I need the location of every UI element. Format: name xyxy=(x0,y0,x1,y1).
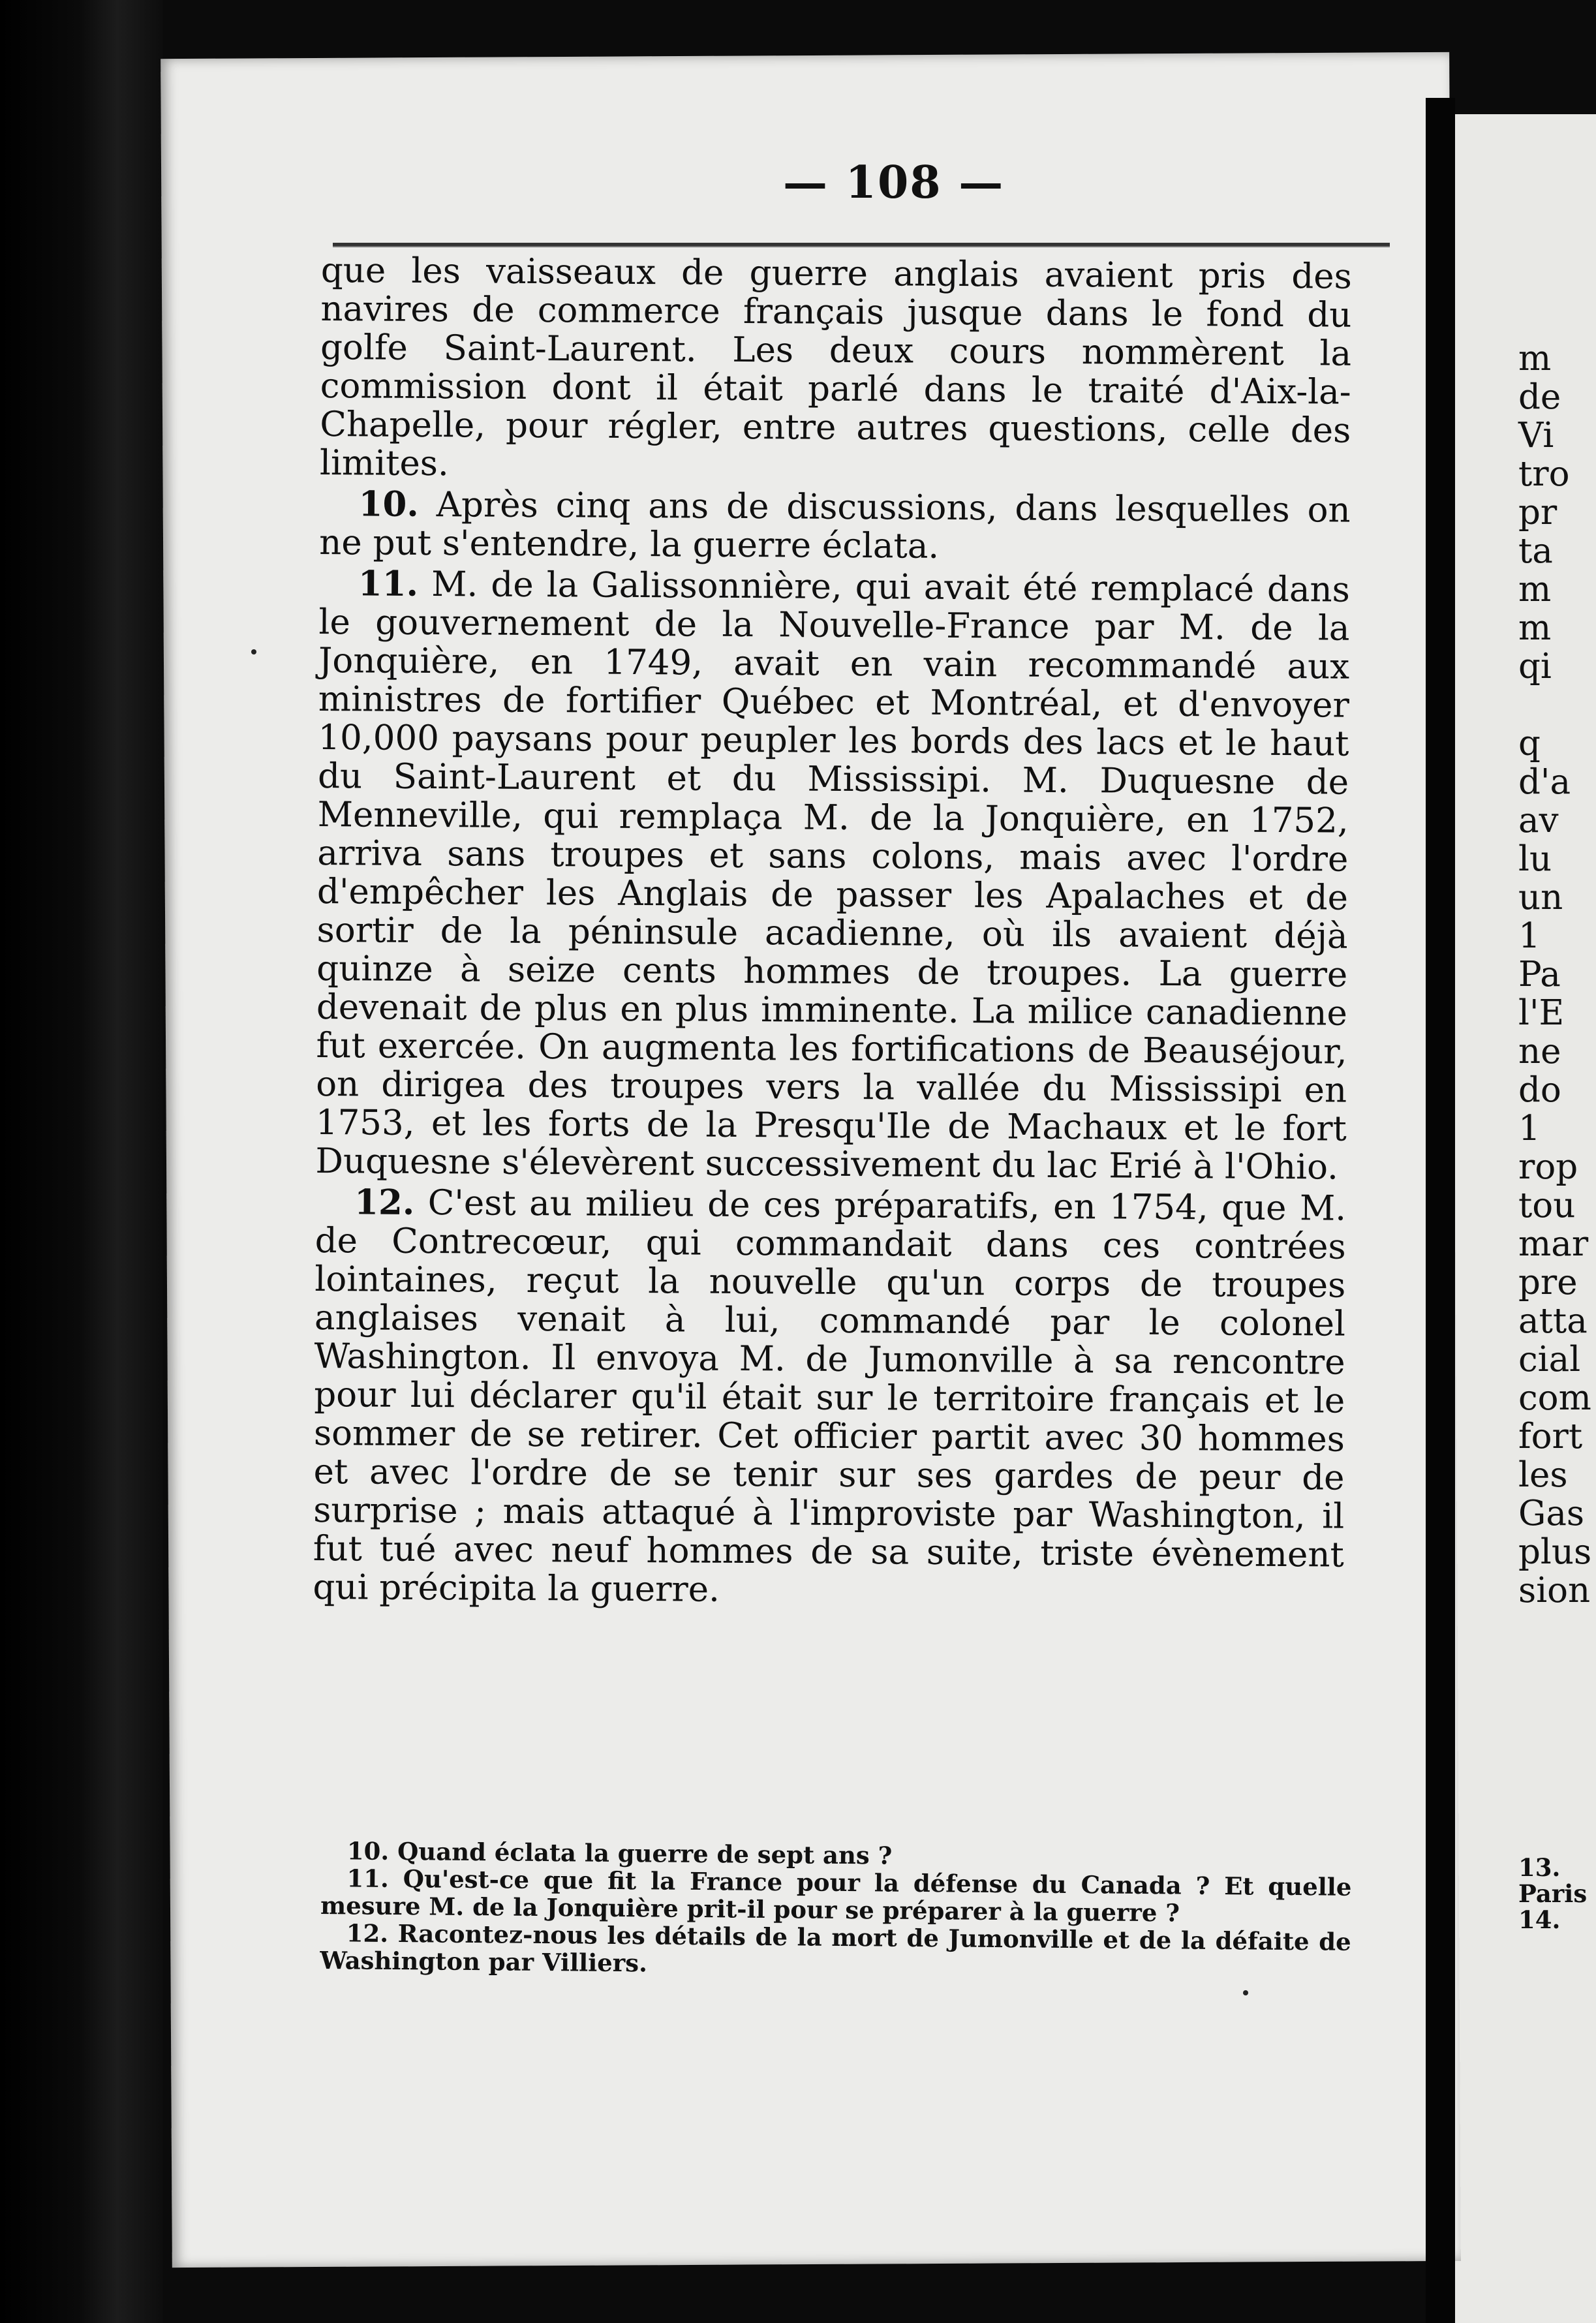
body-text xyxy=(313,251,1352,1613)
adjacent-page-text xyxy=(1518,339,1596,1610)
text-fragment xyxy=(1518,686,1596,724)
question xyxy=(320,1864,1352,1928)
page-number: — 108 — xyxy=(783,157,1005,209)
paragraph xyxy=(313,1183,1346,1613)
text-fragment: un xyxy=(1518,878,1563,917)
text-fragment: mar xyxy=(1518,1224,1589,1264)
paragraph-text: que les vaisseaux de guerre anglais avaient pris des navires de commerce français jusque dans le fond du golfe Saint-Laurent. Les deux cours nommèrent la commission dont il était parlé dans le traité d'Aix-la-Chapelle, pour régler, entre autres questions, celle des limites. xyxy=(319,251,1352,484)
text-fragment: q xyxy=(1518,724,1541,763)
text-fragment: rop xyxy=(1518,1147,1578,1187)
paragraph-text: Après cinq ans de discussions, dans lesquelles on ne put s'entendre, la guerre éclata. xyxy=(319,485,1351,566)
header-rule xyxy=(333,243,1390,247)
text-fragment: m xyxy=(1518,608,1552,648)
text-fragment: qi xyxy=(1518,647,1552,686)
question-text: Quand éclata la guerre de sept ans ? xyxy=(397,1837,893,1870)
text-fragment: pre xyxy=(1518,1263,1578,1302)
ink-speck xyxy=(1243,1990,1248,1995)
text-fragment: do xyxy=(1518,1070,1561,1110)
text-fragment: Paris xyxy=(1518,1879,1588,1908)
text-fragment: les xyxy=(1518,1455,1568,1495)
review-questions xyxy=(320,1837,1352,1983)
question-text: Racontez-nous les détails de la mort de Jumonville et de la défaite de Washington par Villiers. xyxy=(320,1919,1351,1978)
text-fragment: de xyxy=(1518,377,1561,417)
text-fragment: l'E xyxy=(1518,993,1565,1033)
paragraph xyxy=(319,485,1351,568)
text-fragment: Gas xyxy=(1518,1494,1585,1533)
text-fragment: fort xyxy=(1518,1417,1583,1456)
text-fragment: cial xyxy=(1518,1340,1581,1379)
text-fragment: d'a xyxy=(1518,762,1571,802)
text-fragment: atta xyxy=(1518,1301,1588,1341)
question-text: Qu'est-ce que fit la France pour la défense du Canada ? Et quelle mesure M. de la Jonquière prit-il pour se préparer à la guerre ? xyxy=(320,1864,1352,1928)
ink-speck xyxy=(251,649,256,654)
text-fragment: Vi xyxy=(1518,416,1554,455)
paragraph-number: 11. xyxy=(358,563,419,604)
text-fragment: 1 xyxy=(1518,1109,1541,1148)
paragraph-text: C'est au milieu de ces préparatifs, en 1754, que M. de Contrecœur, qui commandait dans ces contrées lointaines, reçut la nouvelle qu'un corps de troupes anglaises venait à lui, commandé par le colonel Washington. Il envoya M. de Jumonville à sa rencontre pour lui déclarer qu'il était sur le territoire français et le sommer de se retirer. Cet officier partit avec 30 hommes et avec l'ordre de se tenir sur ses gardes de peur de surprise ; mais attaqué à l'improviste par Washington, il fut tué avec neuf hommes de sa suite, triste évènement qui précipita la guerre. xyxy=(313,1183,1347,1610)
paragraph xyxy=(315,564,1350,1187)
text-fragment: tou xyxy=(1518,1186,1576,1225)
text-fragment: lu xyxy=(1518,839,1552,879)
text-fragment: pr xyxy=(1518,493,1558,532)
question xyxy=(320,1919,1351,1983)
question-number: 10. xyxy=(346,1836,390,1866)
text-fragment: m xyxy=(1518,570,1552,609)
paragraph-number: 12. xyxy=(354,1182,415,1223)
text-fragment: tro xyxy=(1518,454,1570,494)
text-fragment: 14. xyxy=(1518,1905,1561,1934)
question-number: 11. xyxy=(346,1864,390,1893)
paragraph-number: 10. xyxy=(358,484,420,525)
book-binding xyxy=(0,0,163,2323)
text-fragment: 1 xyxy=(1518,916,1541,956)
text-fragment: ta xyxy=(1518,531,1553,571)
question-number: 12. xyxy=(346,1918,389,1948)
text-fragment: ne xyxy=(1518,1032,1561,1071)
text-fragment: 13. xyxy=(1518,1853,1561,1882)
text-fragment: sion xyxy=(1518,1571,1591,1610)
text-fragment: Pa xyxy=(1518,955,1561,994)
text-fragment: plus xyxy=(1518,1532,1592,1572)
paragraph xyxy=(320,251,1352,489)
text-fragment: m xyxy=(1518,339,1552,378)
text-fragment: com xyxy=(1518,1378,1591,1418)
text-fragment: av xyxy=(1518,801,1559,840)
page-gutter xyxy=(1426,98,1455,2323)
paragraph-text: M. de la Galissonnière, qui avait été remplacé dans le gouvernement de la Nouvelle-France par M. de la Jonquière, en 1749, avait en vain recommandé aux ministres de fortifier Québec et Montréal, et d'envoyer 10,000 paysans pour peupler les bords des lacs et le haut du Saint-Laurent et du Mississipi. M. Duquesne de Menneville, qui remplaça M. de la Jonquière, en 1752, arriva sans troupes et sans colons, mais avec l'ordre d'empêcher les Anglais de passer les Apalaches et de sortir de la péninsule acadienne, où ils avaient déjà quinze à seize cents hommes de troupes. La guerre devenait de plus en plus imminente. La milice canadienne fut exercée. On augmenta les fortifications de Beauséjour, on dirigea des troupes vers la vallée du Mississipi en 1753, et les forts de la Presqu'Ile de Machaux et le fort Duquesne s'élevèrent successivement du lac Erié à l'Ohio. xyxy=(315,564,1351,1188)
